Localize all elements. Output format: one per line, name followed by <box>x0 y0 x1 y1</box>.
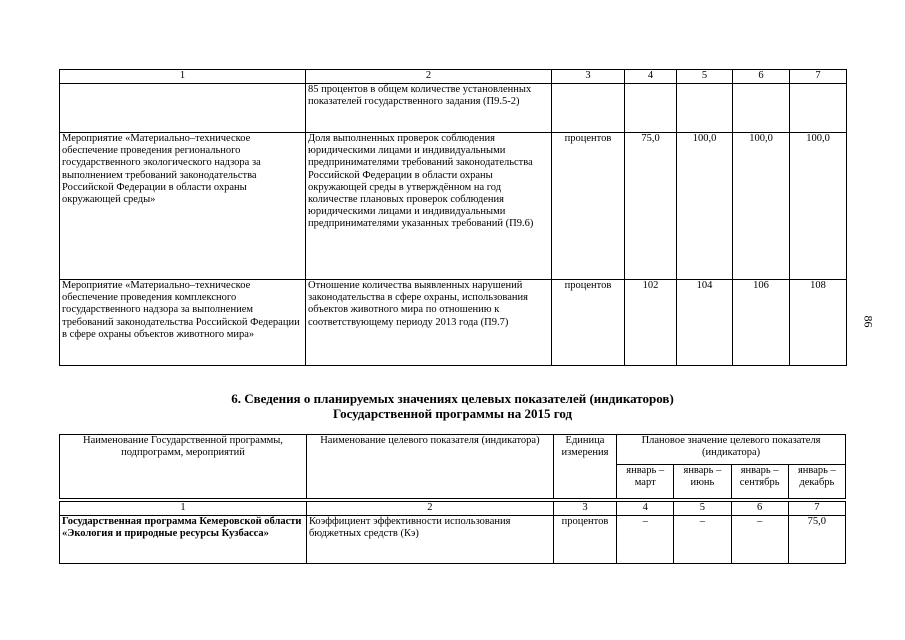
header-unit: Единица измерения <box>553 435 616 499</box>
value-cell: 75,0 <box>625 133 677 280</box>
value-cell: 102 <box>625 280 677 366</box>
activity-cell <box>60 84 306 133</box>
page-number: 86 <box>861 315 876 328</box>
header-program: Наименование Государственной программы, подпрограмм, мероприятий <box>60 435 307 499</box>
planned-indicators-table <box>59 434 846 564</box>
column-number: 2 <box>306 502 553 516</box>
column-number: 7 <box>788 502 845 516</box>
value-cell: – <box>674 516 731 564</box>
unit-cell: процентов <box>552 133 625 280</box>
value-cell: 100,0 <box>733 133 790 280</box>
section-heading-line: Государственной программы на 2015 год <box>332 406 573 421</box>
indicator-cell: Отношение количества выявленных нарушений законодательства в сфере охраны, использования объектов животного мира по отношению к соответствующему периоду 2013 года (П9.7) <box>306 280 552 366</box>
program-cell: Государственная программа Кемеровской области «Экология и природные ресурсы Кузбасса» <box>60 516 307 564</box>
value-cell: – <box>617 516 674 564</box>
value-cell: – <box>731 516 788 564</box>
indicator-cell: Доля выполненных проверок соблюдения юридическими лицами и индивидуальными предпринимателями требований законодательства Российской Федерации в области охраны окружающей среды в утверждённом на год количестве плановых проверок соблюдения юридическими лицами и индивидуальными предпринимателями указанных требований (П9.6) <box>306 133 552 280</box>
column-number: 4 <box>617 502 674 516</box>
value-cell <box>677 84 733 133</box>
value-cell: 100,0 <box>790 133 847 280</box>
value-cell: 75,0 <box>788 516 845 564</box>
column-number: 7 <box>790 70 847 84</box>
indicator-cell: Коэффициент эффективности использования бюджетных средств (Кэ) <box>306 516 553 564</box>
header-period: январь – март <box>617 465 674 499</box>
column-number-row <box>60 70 847 84</box>
value-cell: 104 <box>677 280 733 366</box>
value-cell: 100,0 <box>677 133 733 280</box>
column-number: 3 <box>553 502 616 516</box>
unit-cell <box>552 84 625 133</box>
section-heading-line: 6. Сведения о планируемых значениях целевых показателей (индикаторов) <box>231 391 674 406</box>
column-number: 6 <box>733 70 790 84</box>
table-row <box>60 133 847 280</box>
header-period: январь – сентябрь <box>731 465 788 499</box>
unit-cell: процентов <box>552 280 625 366</box>
table-row <box>60 84 847 133</box>
column-number: 1 <box>60 70 306 84</box>
value-cell: 108 <box>790 280 847 366</box>
column-number: 4 <box>625 70 677 84</box>
table-row <box>60 516 846 564</box>
column-number: 1 <box>60 502 307 516</box>
column-number: 3 <box>552 70 625 84</box>
value-cell <box>790 84 847 133</box>
value-cell <box>733 84 790 133</box>
activity-cell: Мероприятие «Материально–техническое обеспечение проведения комплексного государственного надзора за выполнением требований законодательства Российской Федерации в сфере охраны объектов животного мира» <box>60 280 306 366</box>
header-period: январь – июнь <box>674 465 731 499</box>
column-number: 5 <box>677 70 733 84</box>
value-cell: 106 <box>733 280 790 366</box>
activity-cell: Мероприятие «Материально–техническое обеспечение проведения регионального государственного экологического надзора за выполнением требований законодательства Российской Федерации в области охраны окружающей среды» <box>60 133 306 280</box>
section-heading <box>59 391 846 421</box>
column-number: 2 <box>306 70 552 84</box>
value-cell <box>625 84 677 133</box>
header-indicator: Наименование целевого показателя (индикатора) <box>306 435 553 499</box>
header-planned-value: Плановое значение целевого показателя (индикатора) <box>617 435 846 465</box>
unit-cell: процентов <box>553 516 616 564</box>
column-number: 6 <box>731 502 788 516</box>
indicator-cell: 85 процентов в общем количестве установленных показателей государственного задания (П9.5-2) <box>306 84 552 133</box>
header-period: январь – декабрь <box>788 465 845 499</box>
column-number-row <box>60 502 846 516</box>
column-number: 5 <box>674 502 731 516</box>
table-row <box>60 280 847 366</box>
indicators-table-continued <box>59 69 847 366</box>
header-row <box>60 435 846 465</box>
